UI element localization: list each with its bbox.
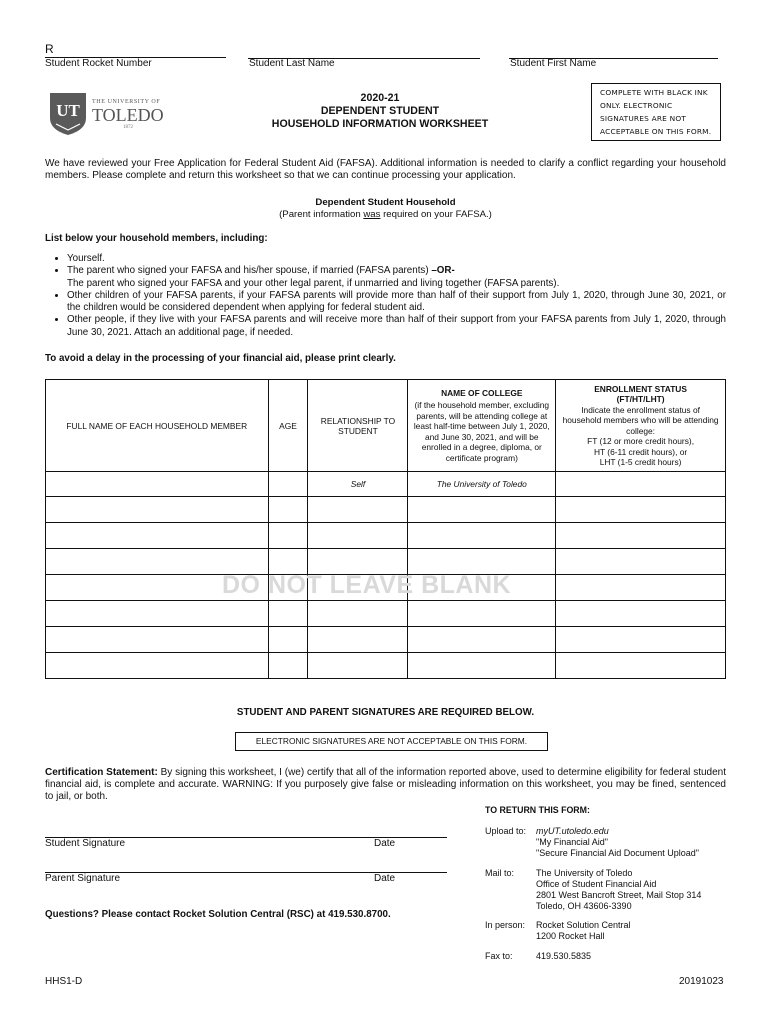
subtitle-emphasis: was [363, 209, 381, 220]
name-cell[interactable] [46, 627, 269, 653]
table-row[interactable] [46, 601, 726, 627]
age-cell[interactable] [268, 497, 308, 523]
logo-year: 1872 [123, 125, 133, 130]
table-row[interactable] [46, 653, 726, 679]
notice-line: COMPLETE WITH BLACK INK [600, 88, 708, 97]
household-table [45, 379, 726, 679]
table-row[interactable] [46, 523, 726, 549]
col-age: AGE [268, 380, 308, 472]
section-title: Dependent Student Household [315, 197, 456, 208]
form-title [250, 92, 510, 131]
col-relationship: RELATIONSHIP TO STUDENT [308, 380, 408, 472]
college-cell[interactable] [408, 653, 556, 679]
form-code: HHS1-D [45, 976, 83, 987]
shield-icon [48, 92, 88, 136]
person-line: Rocket Solution Central [536, 920, 631, 930]
col-enrollment [556, 380, 726, 472]
section-subtitle [45, 209, 726, 221]
upload-line: "My Financial Aid" [536, 837, 608, 847]
fax-label: Fax to: [485, 951, 513, 961]
electronic-signature-notice: ELECTRONIC SIGNATURES ARE NOT ACCEPTABLE ON THIS FORM. [235, 732, 548, 751]
svg-text:UT: UT [56, 101, 80, 120]
list-heading: List below your household members, including: [45, 233, 268, 244]
enrollment-ft: FT (12 or more credit hours), [587, 436, 695, 446]
student-date-label: Date [374, 838, 396, 849]
certification-statement [45, 767, 726, 803]
intro-paragraph: We have reviewed your Free Application for Federal Student Aid (FAFSA). Additional information is needed to clarify a conflict regarding your household members. Please complete and return this worksheet so that we can continue processing your application. [45, 158, 726, 181]
list-item [67, 253, 726, 265]
bullet-text: Yourself. [67, 253, 105, 264]
college-title: NAME OF COLLEGE [441, 387, 523, 398]
enrollment-cell[interactable] [556, 497, 726, 523]
mail-line: The University of Toledo [536, 868, 633, 878]
rocket-number-label: Student Rocket Number [45, 58, 152, 69]
questions-contact: Questions? Please contact Rocket Solution Central (RSC) at 419.530.8700. [45, 909, 391, 920]
college-cell[interactable] [408, 523, 556, 549]
mail-label: Mail to: [485, 868, 515, 878]
list-item [67, 265, 726, 290]
upload-details [536, 826, 699, 859]
list-item [67, 290, 726, 315]
bullet-text: Other children of your FAFSA parents, if your FAFSA parents will provide more than half of their support from July 1, 2020, through June 30, 2021, or the children would be considered dependent when applying for federal student aid. [67, 289, 726, 314]
mail-line: Office of Student Financial Aid [536, 879, 657, 889]
enrollment-cell[interactable] [556, 549, 726, 575]
age-cell[interactable] [268, 627, 308, 653]
mail-line: 2801 West Bancroft Street, Mail Stop 314 [536, 890, 702, 900]
person-line: 1200 Rocket Hall [536, 931, 605, 941]
college-cell[interactable] [408, 601, 556, 627]
mail-line: Toledo, OH 43606-3390 [536, 901, 632, 911]
enrollment-cell[interactable] [556, 523, 726, 549]
table-row[interactable] [46, 627, 726, 653]
notice-line: SIGNATURES ARE NOT [600, 114, 687, 123]
fax-number: 419.530.5835 [536, 951, 592, 961]
college-desc: (if the household member, excluding parents, will be attending college at least half-time between July 1, 2020, and June 30, 2021, and will be enrolled in a degree, diploma, or certificate program) [413, 400, 550, 463]
in-person-label: In person: [485, 920, 526, 930]
enrollment-desc: Indicate the enrollment status of household members who will be attending college: [562, 404, 719, 436]
parent-signature-label: Parent Signature [45, 873, 121, 884]
title-line2: DEPENDENT STUDENT [320, 105, 440, 117]
enrollment-cell[interactable] [556, 575, 726, 601]
relationship-cell[interactable] [308, 497, 408, 523]
table-row[interactable] [46, 472, 726, 497]
do-not-leave-blank-watermark: DO NOT LEAVE BLANK [222, 571, 512, 599]
certification-text: By signing this worksheet, I (we) certify that all of the information reported above, used to determine eligibility for federal student financial aid, is complete and accurate. WARNING: If you purposely give false or misleading information on this worksheet, you may be fined, sentenced to jail, or both. [45, 767, 726, 802]
bullet-text: Other people, if they live with your FAFSA parents and will receive more than half of their support from your FAFSA parents from July 1, 2020, through June 30, 2021. Attach an additional page, if needed. [67, 314, 726, 338]
college-cell: The University of Toledo [408, 472, 556, 497]
name-cell[interactable] [46, 601, 269, 627]
upload-line: "Secure Financial Aid Document Upload" [536, 848, 699, 858]
col-full-name: FULL NAME OF EACH HOUSEHOLD MEMBER [46, 380, 269, 472]
notice-line: ONLY. ELECTRONIC [600, 101, 673, 110]
age-cell[interactable] [268, 523, 308, 549]
enrollment-cell[interactable] [556, 472, 726, 497]
first-name-label: Student First Name [510, 58, 597, 69]
name-cell[interactable] [46, 653, 269, 679]
bullet-text: The parent who signed your FAFSA and your other legal parent, if unmarried and living together (FAFSA parents). [67, 277, 560, 289]
title-line3: HOUSEHOLD INFORMATION WORKSHEET [271, 118, 489, 130]
university-logo [48, 92, 164, 136]
in-person-details [536, 920, 631, 942]
mail-address [536, 868, 701, 912]
student-signature-label: Student Signature [45, 838, 126, 849]
table-header-row [46, 380, 726, 472]
age-cell[interactable] [268, 601, 308, 627]
relationship-cell[interactable] [308, 601, 408, 627]
last-name-label: Student Last Name [249, 58, 335, 69]
household-section-heading [45, 197, 726, 221]
enrollment-cell[interactable] [556, 627, 726, 653]
age-cell[interactable] [268, 472, 308, 497]
list-item [67, 314, 726, 339]
relationship-cell[interactable] [308, 653, 408, 679]
title-year: 2020-21 [360, 92, 400, 104]
member-criteria-list [45, 253, 726, 339]
revision-date: 20191023 [679, 976, 724, 987]
name-cell[interactable] [46, 472, 269, 497]
col-college [408, 380, 556, 472]
table-row[interactable] [46, 497, 726, 523]
age-cell[interactable] [268, 653, 308, 679]
certification-label: Certification Statement: [45, 767, 158, 778]
subtitle-pre: (Parent information [279, 209, 364, 220]
enrollment-cell[interactable] [556, 653, 726, 679]
enrollment-ht: HT (6-11 credit hours), or [593, 446, 688, 457]
notice-line: ACCEPTABLE ON THIS FORM. [600, 127, 712, 136]
enrollment-title: ENROLLMENT STATUS (FT/HT/LHT) [594, 383, 687, 404]
enrollment-lht: LHT (1-5 credit hours) [599, 457, 682, 467]
logo-line2: TOLEDO [92, 105, 164, 125]
logo-line1: THE UNIVERSITY OF [92, 99, 161, 105]
upload-url[interactable]: myUT.utoledo.edu [536, 826, 609, 836]
parent-date-label: Date [374, 873, 396, 884]
upload-label: Upload to: [485, 826, 527, 836]
signatures-required-heading: STUDENT AND PARENT SIGNATURES ARE REQUIRED BELOW. [236, 707, 535, 718]
black-ink-notice [591, 83, 721, 141]
relationship-cell[interactable] [308, 523, 408, 549]
print-clearly-note: To avoid a delay in the processing of your financial aid, please print clearly. [45, 353, 396, 364]
bullet-or: –OR- [431, 265, 455, 277]
name-cell[interactable] [46, 497, 269, 523]
return-heading: TO RETURN THIS FORM: [485, 805, 590, 815]
subtitle-post: required on your FAFSA.) [380, 209, 492, 220]
college-cell[interactable] [408, 497, 556, 523]
bullet-text: The parent who signed your FAFSA and his/her spouse, if married (FAFSA parents) [67, 265, 432, 277]
enrollment-cell[interactable] [556, 601, 726, 627]
relationship-cell: Self [308, 472, 408, 497]
name-cell[interactable] [46, 523, 269, 549]
rocket-prefix: R [45, 42, 54, 56]
rocket-number-field[interactable] [45, 44, 226, 58]
college-cell[interactable] [408, 627, 556, 653]
relationship-cell[interactable] [308, 627, 408, 653]
